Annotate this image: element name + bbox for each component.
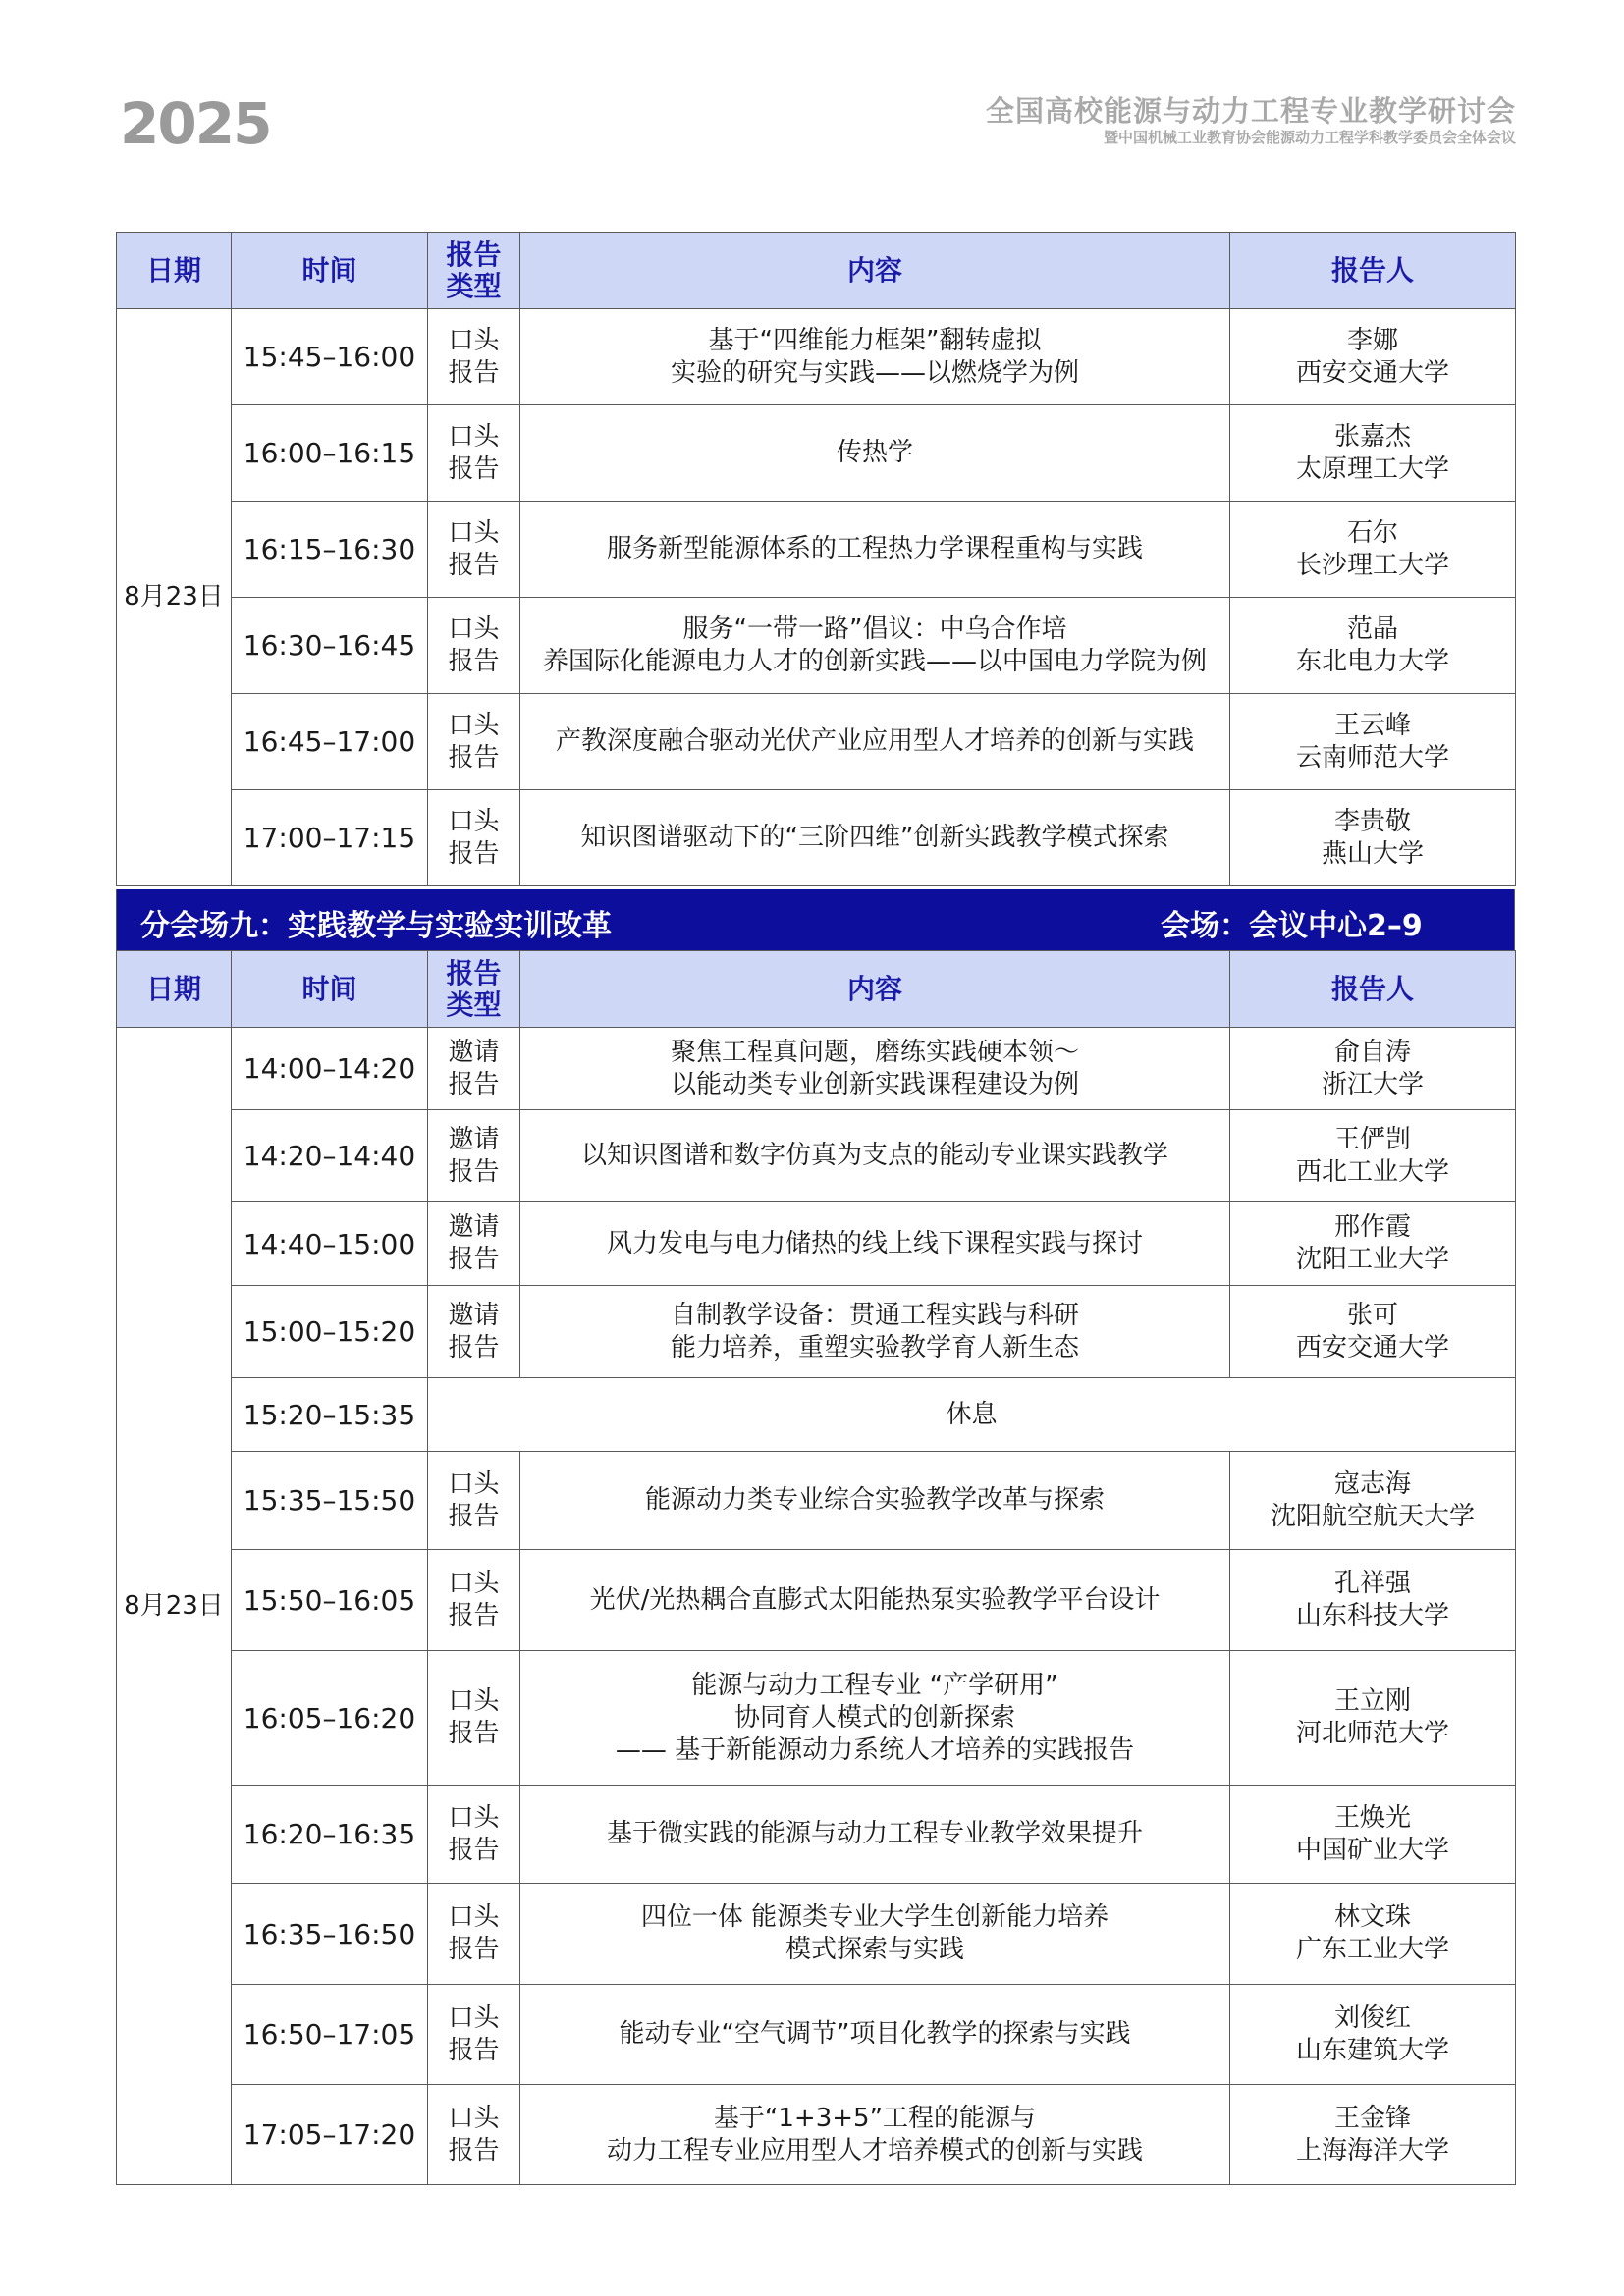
time-cell: 17:00–17:15	[232, 790, 428, 886]
type-cell	[428, 1651, 520, 1786]
content-line: 基于微实践的能源与动力工程专业教学效果提升	[606, 1819, 1143, 1848]
type-cell	[428, 405, 520, 502]
table-row	[117, 1651, 1516, 1786]
content-line: 四位一体 能源类专业大学生创新能力培养	[640, 1902, 1110, 1932]
speaker-cell	[1230, 1028, 1516, 1110]
type-line: 口头	[448, 1686, 500, 1716]
type-line: 邀请	[448, 1124, 500, 1154]
content-cell	[520, 1110, 1230, 1202]
speaker-line: 河北师范大学	[1295, 1719, 1449, 1748]
content-line: 能源与动力工程专业 “产学研用”	[691, 1670, 1058, 1700]
table-row	[117, 502, 1516, 598]
speaker-line: 孔祥强	[1333, 1569, 1411, 1598]
type-line: 报告	[448, 550, 500, 580]
type-line: 口头	[448, 325, 500, 355]
time-cell: 15:45–16:00	[232, 309, 428, 405]
content-cell	[520, 1028, 1230, 1110]
speaker-line: 沈阳工业大学	[1295, 1245, 1449, 1274]
speaker-cell	[1230, 790, 1516, 886]
content-line: 服务“一带一路”倡议：中乌合作培	[682, 614, 1067, 644]
content-cell	[520, 598, 1230, 694]
speaker-cell	[1230, 1286, 1516, 1378]
table-header-row	[117, 951, 1516, 1028]
type-line: 口头	[448, 421, 500, 452]
time-cell: 16:00–16:15	[232, 405, 428, 502]
col-time: 时间	[232, 951, 428, 1028]
speaker-line: 张嘉杰	[1333, 421, 1411, 452]
speaker-line: 长沙理工大学	[1295, 550, 1449, 580]
content-line: 以知识图谱和数字仿真为支点的能动专业课实践教学	[580, 1141, 1168, 1170]
content-cell	[520, 405, 1230, 502]
table-row	[117, 1452, 1516, 1550]
type-cell	[428, 1884, 520, 1985]
time-cell: 15:50–16:05	[232, 1550, 428, 1651]
type-line: 报告	[448, 1601, 500, 1630]
content-line: 能动专业“空气调节”项目化教学的探索与实践	[619, 2019, 1131, 2049]
time-cell: 14:00–14:20	[232, 1028, 428, 1110]
content-line: 基于“1+3+5”工程的能源与	[713, 2103, 1037, 2133]
speaker-line: 寇志海	[1333, 1468, 1411, 1499]
type-line: 报告	[448, 646, 500, 676]
type-line: 报告	[448, 1332, 500, 1362]
table-row	[117, 1550, 1516, 1651]
type-line: 报告	[448, 454, 500, 484]
type-cell	[428, 1202, 520, 1286]
schedule-table-1	[116, 232, 1516, 886]
content-cell	[520, 502, 1230, 598]
content-cell	[520, 2085, 1230, 2185]
time-cell: 16:50–17:05	[232, 1985, 428, 2085]
type-line: 报告	[448, 2135, 500, 2165]
conference-subtitle: 暨中国机械工业教育协会能源动力工程学科教学委员会全体会议	[1103, 129, 1516, 146]
type-cell	[428, 598, 520, 694]
type-line: 报告	[448, 1245, 500, 1274]
col-type: 报告 类型	[428, 951, 520, 1028]
content-line: 能源动力类专业综合实验教学改革与探索	[644, 1485, 1105, 1515]
type-line: 口头	[448, 517, 500, 548]
type-line: 报告	[448, 838, 500, 869]
type-cell	[428, 2085, 520, 2185]
type-cell	[428, 309, 520, 405]
speaker-line: 上海海洋大学	[1295, 2135, 1449, 2165]
speaker-line: 燕山大学	[1321, 838, 1424, 869]
speaker-line: 西安交通大学	[1295, 357, 1449, 388]
speaker-cell	[1230, 598, 1516, 694]
content-line: 协同育人模式的创新探索	[733, 1702, 1015, 1733]
speaker-cell	[1230, 309, 1516, 405]
table-row	[117, 2085, 1516, 2185]
time-cell: 16:30–16:45	[232, 598, 428, 694]
col-content: 内容	[520, 951, 1230, 1028]
type-line: 口头	[448, 2002, 500, 2033]
type-cell	[428, 1110, 520, 1202]
type-cell	[428, 790, 520, 886]
table-row	[117, 1985, 1516, 2085]
content-line: 风力发电与电力储热的线上线下课程实践与探讨	[606, 1228, 1143, 1258]
session-name: 分会场九：实践教学与实验实训改革	[140, 909, 612, 943]
table-row	[117, 790, 1516, 886]
speaker-line: 太原理工大学	[1295, 454, 1449, 484]
speaker-cell	[1230, 502, 1516, 598]
col-time: 时间	[232, 233, 428, 309]
table-row	[117, 598, 1516, 694]
speaker-cell	[1230, 694, 1516, 790]
speaker-line: 广东工业大学	[1295, 1935, 1449, 1964]
speaker-line: 西北工业大学	[1295, 1156, 1449, 1187]
speaker-cell	[1230, 1452, 1516, 1550]
speaker-cell	[1230, 1550, 1516, 1651]
type-line: 口头	[448, 1468, 500, 1499]
speaker-line: 王立刚	[1333, 1686, 1411, 1716]
col-speaker: 报告人	[1230, 233, 1516, 309]
time-cell: 16:35–16:50	[232, 1884, 428, 1985]
speaker-line: 王云峰	[1333, 710, 1411, 740]
conference-logo: 2025	[120, 90, 271, 157]
table-header-row	[117, 233, 1516, 309]
content-cell	[520, 790, 1230, 886]
col-date: 日期	[117, 951, 232, 1028]
time-cell: 16:15–16:30	[232, 502, 428, 598]
speaker-line: 王焕光	[1333, 1802, 1411, 1833]
speaker-line: 李娜	[1346, 325, 1398, 355]
content-line: 基于“四维能力框架”翻转虚拟	[708, 325, 1042, 355]
time-cell: 14:20–14:40	[232, 1110, 428, 1202]
content-line: 服务新型能源体系的工程热力学课程重构与实践	[606, 534, 1143, 563]
content-line: 自制教学设备：贯通工程实践与科研	[670, 1300, 1079, 1330]
content-line: 聚焦工程真问题，磨练实践硬本领～	[670, 1037, 1079, 1067]
conference-title: 全国高校能源与动力工程专业教学研讨会	[985, 94, 1516, 128]
type-line: 口头	[448, 2103, 500, 2133]
type-line: 邀请	[448, 1300, 500, 1330]
content-line: 能力培养，重塑实验教学育人新生态	[670, 1332, 1079, 1362]
content-cell	[520, 1786, 1230, 1884]
content-cell	[520, 1884, 1230, 1985]
content-cell	[520, 1202, 1230, 1286]
content-cell	[520, 694, 1230, 790]
type-cell	[428, 502, 520, 598]
speaker-line: 刘俊红	[1333, 2002, 1411, 2033]
type-line: 报告	[448, 1835, 500, 1865]
speaker-line: 王金锋	[1333, 2103, 1411, 2133]
type-line: 报告	[448, 2035, 500, 2065]
time-cell: 14:40–15:00	[232, 1202, 428, 1286]
type-cell	[428, 1286, 520, 1378]
type-line: 邀请	[448, 1212, 500, 1242]
content-cell	[520, 1452, 1230, 1550]
speaker-line: 张可	[1346, 1300, 1398, 1330]
speaker-cell	[1230, 1985, 1516, 2085]
type-line: 口头	[448, 806, 500, 836]
date-cell: 8月23日	[117, 309, 232, 886]
content-line: 以能动类专业创新实践课程建设为例	[670, 1069, 1079, 1099]
speaker-cell	[1230, 1884, 1516, 1985]
type-line: 邀请	[448, 1037, 500, 1067]
type-cell	[428, 1786, 520, 1884]
content-line: 模式探索与实践	[785, 1935, 964, 1964]
type-line: 报告	[448, 1501, 500, 1531]
speaker-line: 云南师范大学	[1295, 742, 1449, 773]
speaker-cell	[1230, 1110, 1516, 1202]
type-line: 口头	[448, 1802, 500, 1833]
type-line: 报告	[448, 357, 500, 388]
content-line: 实验的研究与实践——以燃烧学为例	[670, 357, 1079, 388]
table-row	[117, 309, 1516, 405]
speaker-line: 浙江大学	[1321, 1069, 1424, 1099]
table-row	[117, 1202, 1516, 1286]
type-line: 报告	[448, 1069, 500, 1099]
speaker-cell	[1230, 1651, 1516, 1786]
break-row	[117, 1378, 1516, 1452]
type-line: 口头	[448, 710, 500, 740]
speaker-line: 李贵敬	[1333, 806, 1411, 836]
date-cell: 8月23日	[117, 1028, 232, 2185]
session-banner	[116, 889, 1515, 950]
speaker-cell	[1230, 1786, 1516, 1884]
table-row	[117, 1786, 1516, 1884]
table-row	[117, 1028, 1516, 1110]
conference-title-block	[986, 94, 1516, 147]
content-line: —— 基于新能源动力系统人才培养的实践报告	[615, 1735, 1135, 1765]
time-cell: 16:20–16:35	[232, 1786, 428, 1884]
speaker-cell	[1230, 405, 1516, 502]
table-row	[117, 1110, 1516, 1202]
time-cell: 15:35–15:50	[232, 1452, 428, 1550]
table-row	[117, 405, 1516, 502]
session-venue: 会场：会议中心2–9	[1161, 909, 1423, 943]
speaker-line: 沈阳航空航天大学	[1270, 1501, 1475, 1531]
type-line: 口头	[448, 1902, 500, 1932]
type-cell	[428, 1985, 520, 2085]
speaker-line: 西安交通大学	[1295, 1332, 1449, 1362]
time-cell: 17:05–17:20	[232, 2085, 428, 2185]
time-cell: 16:45–17:00	[232, 694, 428, 790]
content-cell	[520, 1985, 1230, 2085]
speaker-line: 中国矿业大学	[1295, 1835, 1449, 1865]
content-cell	[520, 1286, 1230, 1378]
type-cell	[428, 1550, 520, 1651]
table-row	[117, 1286, 1516, 1378]
speaker-line: 山东建筑大学	[1295, 2035, 1449, 2065]
col-content: 内容	[520, 233, 1230, 309]
speaker-line: 俞自涛	[1333, 1037, 1411, 1067]
content-line: 知识图谱驱动下的“三阶四维”创新实践教学模式探索	[580, 823, 1169, 852]
content-cell	[520, 1651, 1230, 1786]
break-cell: 休息	[428, 1378, 1516, 1452]
type-line: 报告	[448, 1719, 500, 1748]
content-line: 产教深度融合驱动光伏产业应用型人才培养的创新与实践	[555, 726, 1194, 756]
type-cell	[428, 1028, 520, 1110]
type-line: 口头	[448, 1569, 500, 1598]
content-line: 光伏/光热耦合直膨式太阳能热泵实验教学平台设计	[589, 1584, 1161, 1615]
speaker-cell	[1230, 2085, 1516, 2185]
speaker-line: 林文珠	[1333, 1902, 1411, 1932]
speaker-line: 邢作霞	[1333, 1212, 1411, 1242]
content-cell	[520, 1550, 1230, 1651]
type-line: 报告	[448, 1935, 500, 1964]
col-speaker: 报告人	[1230, 951, 1516, 1028]
speaker-line: 山东科技大学	[1295, 1601, 1449, 1630]
type-line: 报告	[448, 742, 500, 773]
content-line: 传热学	[836, 438, 913, 467]
speaker-line: 东北电力大学	[1295, 646, 1449, 676]
speaker-line: 范晶	[1346, 614, 1398, 644]
content-cell	[520, 309, 1230, 405]
time-cell: 15:20–15:35	[232, 1378, 428, 1452]
type-line: 报告	[448, 1156, 500, 1187]
type-cell	[428, 1452, 520, 1550]
speaker-cell	[1230, 1202, 1516, 1286]
time-cell: 15:00–15:20	[232, 1286, 428, 1378]
content-line: 养国际化能源电力人才的创新实践——以中国电力学院为例	[542, 646, 1207, 676]
time-cell: 16:05–16:20	[232, 1651, 428, 1786]
table-row	[117, 1884, 1516, 1985]
speaker-line: 石尔	[1346, 517, 1398, 548]
col-type: 报告 类型	[428, 233, 520, 309]
speaker-line: 王俨剀	[1333, 1124, 1411, 1154]
type-cell	[428, 694, 520, 790]
schedule-table-2	[116, 950, 1516, 2185]
content-line: 动力工程专业应用型人才培养模式的创新与实践	[606, 2135, 1143, 2165]
type-line: 口头	[448, 614, 500, 644]
table-row	[117, 694, 1516, 790]
col-date: 日期	[117, 233, 232, 309]
